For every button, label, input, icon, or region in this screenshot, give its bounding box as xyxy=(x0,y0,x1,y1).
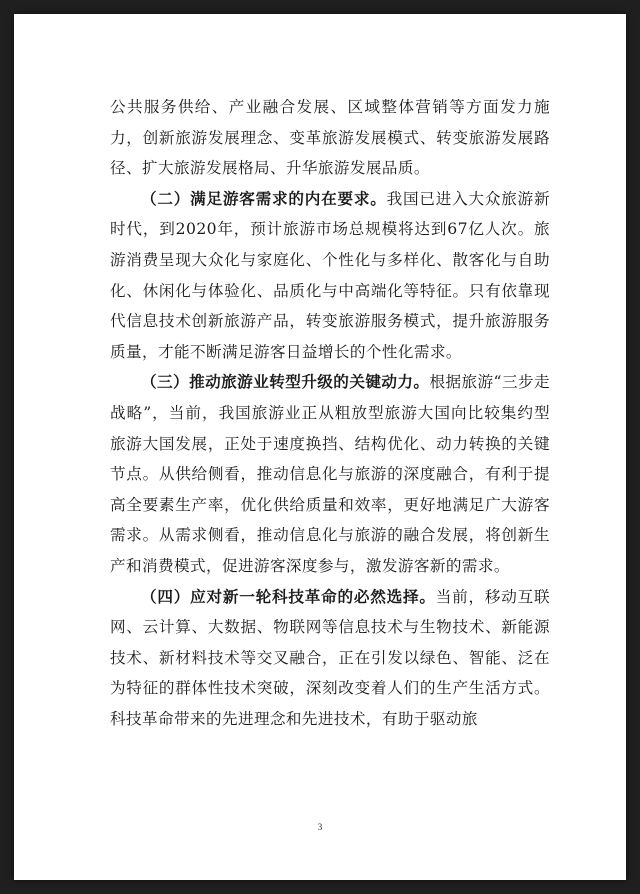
paragraph-4 xyxy=(110,582,550,735)
paragraph-2-heading: （二）满足游客需求的内在要求。 xyxy=(141,188,387,208)
paragraph-4-text: 当前，移动互联网、云计算、大数据、物联网等信息技术与生物技术、新能源技术、新材料技术等交叉融合，正在引发以绿色、智能、泛在为特征的群体性技术突破，深刻改变着人们的生产生活方式。科技革命带来的先进理念和先进技术，有助于驱动旅 xyxy=(110,587,550,728)
document-page xyxy=(14,14,626,880)
paragraph-1 xyxy=(110,92,550,184)
paragraph-3 xyxy=(110,367,550,581)
paragraph-3-heading: （三）推动旅游业转型升级的关键动力。 xyxy=(141,372,430,392)
page-number: 3 xyxy=(317,822,323,832)
paragraph-1-text: 公共服务供给、产业融合发展、区域整体营销等方面发力施力，创新旅游发展理念、变革旅游发展模式、转变旅游发展路径、扩大旅游发展格局、升华旅游发展品质。 xyxy=(110,98,550,178)
paragraph-3-text: 根据旅游“三步走战略”，当前，我国旅游业正从粗放型旅游大国向比较集约型旅游大国发展，正处于速度换挡、结构优化、动力转换的关键节点。从供给侧看，推动信息化与旅游的深度融合，有利于提高全要素生产率，优化供给质量和效率，更好地满足广大游客需求。从需求侧看，推动信息化与旅游的融合发展，将创新生产和消费模式，促进游客深度参与，激发游客新的需求。 xyxy=(110,373,550,575)
paragraph-2-text: 我国已进入大众旅游新时代，到2020年，预计旅游市场总规模将达到67亿人次。旅游消费呈现大众化与家庭化、个性化与多样化、散客化与自助化、休闲化与体验化、品质化与中高端化等特征。只有依靠现代信息技术创新旅游产品，转变旅游服务模式，提升旅游服务质量，才能不断满足游客日益增长的个性化需求。 xyxy=(110,189,550,361)
paragraph-4-heading: （四）应对新一轮科技革命的必然选择。 xyxy=(141,586,436,606)
paragraph-2 xyxy=(110,184,550,368)
document-body xyxy=(110,92,550,734)
